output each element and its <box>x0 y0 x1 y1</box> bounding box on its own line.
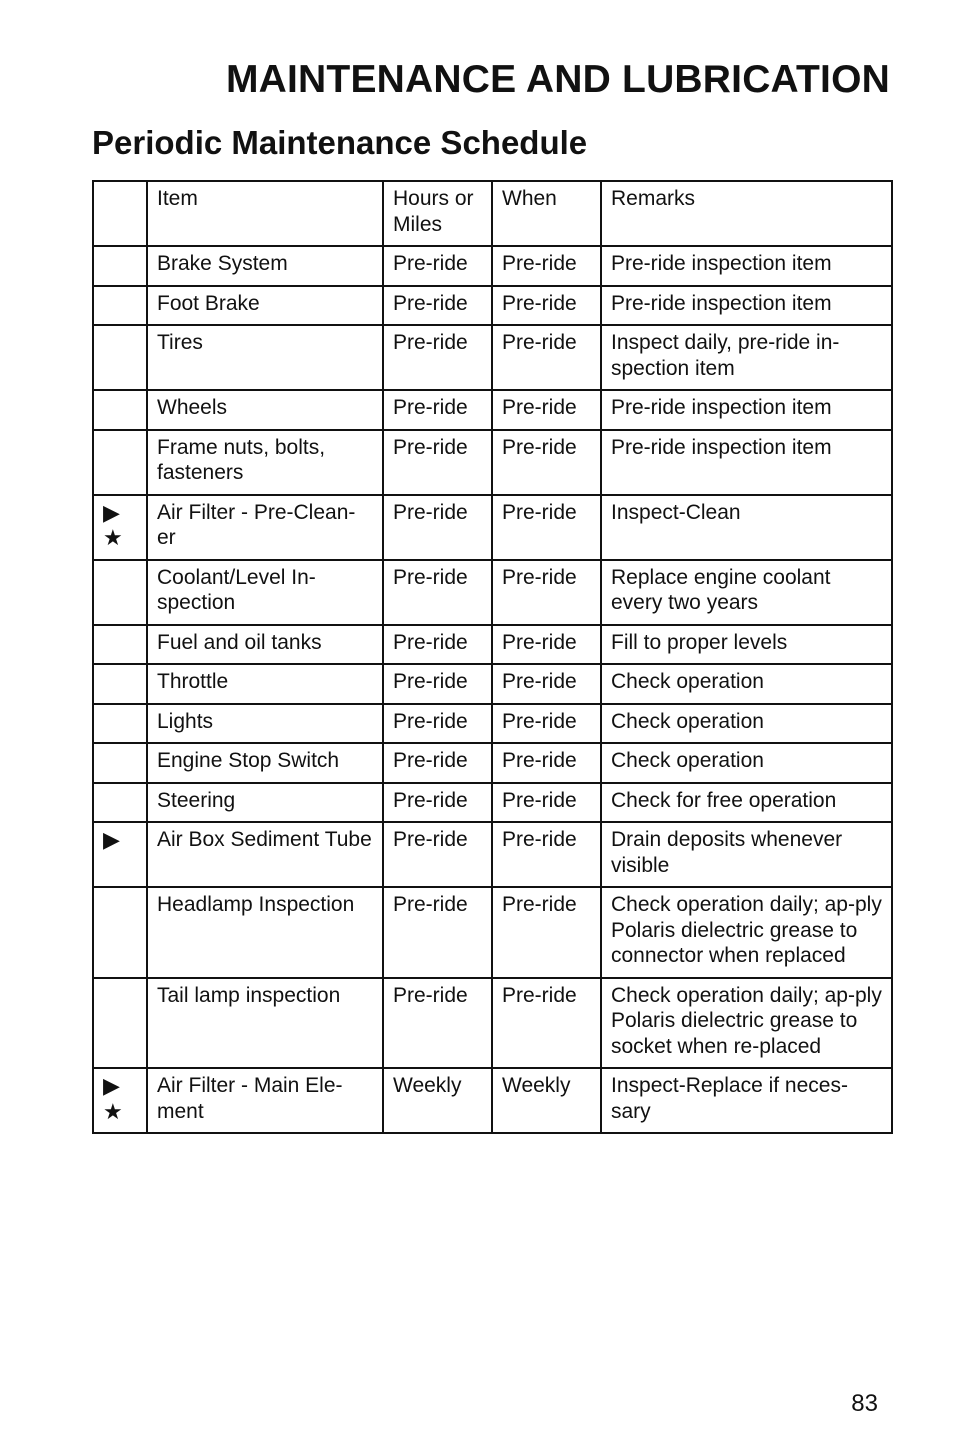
item-cell: Brake System <box>147 246 383 286</box>
when-cell: Pre-ride <box>492 783 601 823</box>
when-cell: Pre-ride <box>492 978 601 1069</box>
when-cell: Pre-ride <box>492 704 601 744</box>
item-cell: Air Filter - Pre-Clean-er <box>147 495 383 560</box>
remarks-cell: Fill to proper levels <box>601 625 892 665</box>
table-row <box>93 887 892 978</box>
item-cell: Frame nuts, bolts, fasteners <box>147 430 383 495</box>
table-row <box>93 1068 892 1133</box>
remarks-cell: Pre-ride inspection item <box>601 390 892 430</box>
table-row <box>93 495 892 560</box>
star-icon: ★ <box>103 1098 123 1124</box>
remarks-cell: Pre-ride inspection item <box>601 246 892 286</box>
hours-cell: Pre-ride <box>383 704 492 744</box>
row-marker-cell <box>93 783 147 823</box>
item-cell: Fuel and oil tanks <box>147 625 383 665</box>
hours-cell: Pre-ride <box>383 625 492 665</box>
remarks-cell: Check for free operation <box>601 783 892 823</box>
remarks-cell: Check operation <box>601 664 892 704</box>
item-cell: Throttle <box>147 664 383 704</box>
chapter-title: MAINTENANCE AND LUBRICATION <box>225 58 890 101</box>
header-item: Item <box>147 181 383 246</box>
table-row <box>93 286 892 326</box>
header-when: When <box>492 181 601 246</box>
when-cell: Pre-ride <box>492 430 601 495</box>
hours-cell: Weekly <box>383 1068 492 1133</box>
remarks-cell: Pre-ride inspection item <box>601 286 892 326</box>
remarks-cell: Inspect-Replace if neces-sary <box>601 1068 892 1133</box>
when-cell: Pre-ride <box>492 495 601 560</box>
triangle-marker-icon: ▶ <box>103 499 120 525</box>
row-marker-cell <box>93 286 147 326</box>
table-row <box>93 664 892 704</box>
row-marker-cell <box>93 978 147 1069</box>
header-mark <box>93 181 147 246</box>
item-cell: Steering <box>147 783 383 823</box>
page-number: 83 <box>851 1390 878 1417</box>
row-marker-cell <box>93 743 147 783</box>
row-marker-cell <box>93 664 147 704</box>
item-cell: Tail lamp inspection <box>147 978 383 1069</box>
item-cell: Engine Stop Switch <box>147 743 383 783</box>
table-row <box>93 325 892 390</box>
when-cell: Weekly <box>492 1068 601 1133</box>
remarks-cell: Pre-ride inspection item <box>601 430 892 495</box>
remarks-cell: Check operation daily; ap-ply Polaris dielectric grease to connector when replaced <box>601 887 892 978</box>
hours-cell: Pre-ride <box>383 430 492 495</box>
table-row <box>93 246 892 286</box>
when-cell: Pre-ride <box>492 390 601 430</box>
table-row <box>93 390 892 430</box>
hours-cell: Pre-ride <box>383 560 492 625</box>
hours-cell: Pre-ride <box>383 743 492 783</box>
item-cell: Air Box Sediment Tube <box>147 822 383 887</box>
star-icon: ★ <box>103 525 123 550</box>
row-marker-cell <box>93 246 147 286</box>
when-cell: Pre-ride <box>492 743 601 783</box>
row-marker-cell <box>93 430 147 495</box>
remarks-cell: Check operation <box>601 704 892 744</box>
when-cell: Pre-ride <box>492 664 601 704</box>
item-cell: Lights <box>147 704 383 744</box>
row-marker-cell <box>93 325 147 390</box>
table-body <box>93 246 892 1133</box>
remarks-cell: Replace engine coolant every two years <box>601 560 892 625</box>
row-marker-cell <box>93 887 147 978</box>
table-row <box>93 704 892 744</box>
remarks-cell: Check operation <box>601 743 892 783</box>
when-cell: Pre-ride <box>492 560 601 625</box>
table-row <box>93 743 892 783</box>
table-header-row <box>93 181 892 246</box>
hours-cell: Pre-ride <box>383 978 492 1069</box>
row-marker-cell <box>93 1068 147 1133</box>
hours-cell: Pre-ride <box>383 664 492 704</box>
when-cell: Pre-ride <box>492 822 601 887</box>
hours-cell: Pre-ride <box>383 325 492 390</box>
row-marker-cell <box>93 625 147 665</box>
hours-cell: Pre-ride <box>383 887 492 978</box>
table-row <box>93 783 892 823</box>
hours-cell: Pre-ride <box>383 822 492 887</box>
section-title: Periodic Maintenance Schedule <box>92 124 588 161</box>
when-cell: Pre-ride <box>492 325 601 390</box>
table-row <box>93 978 892 1069</box>
remarks-cell: Inspect-Clean <box>601 495 892 560</box>
row-marker-cell <box>93 822 147 887</box>
item-cell: Headlamp Inspection <box>147 887 383 978</box>
row-marker-cell <box>93 704 147 744</box>
hours-cell: Pre-ride <box>383 390 492 430</box>
when-cell: Pre-ride <box>492 625 601 665</box>
table-row <box>93 560 892 625</box>
remarks-cell: Inspect daily, pre-ride in-spection item <box>601 325 892 390</box>
hours-cell: Pre-ride <box>383 495 492 560</box>
table-row <box>93 430 892 495</box>
item-cell: Coolant/Level In-spection <box>147 560 383 625</box>
row-marker-cell <box>93 495 147 560</box>
item-cell: Foot Brake <box>147 286 383 326</box>
hours-cell: Pre-ride <box>383 286 492 326</box>
when-cell: Pre-ride <box>492 246 601 286</box>
hours-cell: Pre-ride <box>383 783 492 823</box>
when-cell: Pre-ride <box>492 887 601 978</box>
triangle-marker-icon: ▶ <box>103 1073 120 1098</box>
when-cell: Pre-ride <box>492 286 601 326</box>
item-cell: Wheels <box>147 390 383 430</box>
row-marker-cell <box>93 390 147 430</box>
row-marker-cell <box>93 560 147 625</box>
hours-cell: Pre-ride <box>383 246 492 286</box>
table-row <box>93 822 892 887</box>
remarks-cell: Check operation daily; ap-ply Polaris dielectric grease to socket when re-placed <box>601 978 892 1069</box>
table-row <box>93 625 892 665</box>
remarks-cell: Drain deposits whenever visible <box>601 822 892 887</box>
triangle-marker-icon: ▶ <box>103 827 120 852</box>
item-cell: Air Filter - Main Ele-ment <box>147 1068 383 1133</box>
maintenance-schedule-table <box>92 180 893 1134</box>
header-hours: Hours or Miles <box>383 181 492 246</box>
header-remarks: Remarks <box>601 181 892 246</box>
item-cell: Tires <box>147 325 383 390</box>
